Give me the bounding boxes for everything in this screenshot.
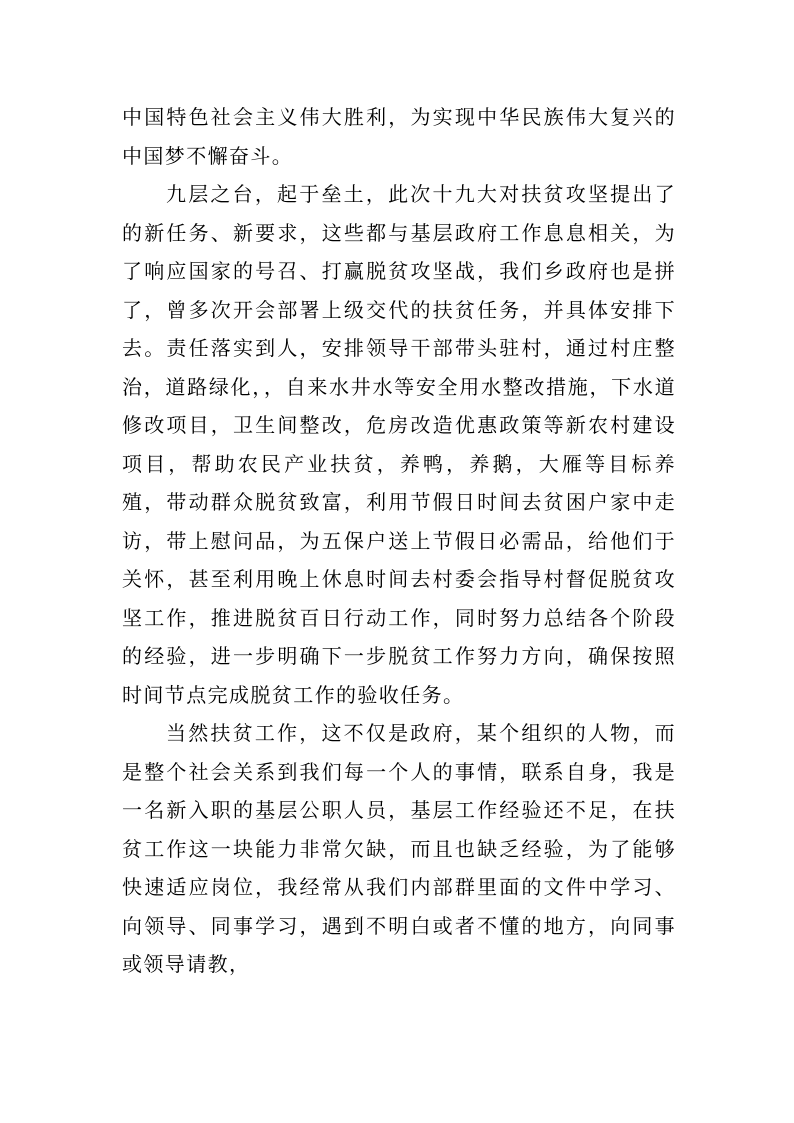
paragraph-continuation: 中国特色社会主义伟大胜利，为实现中华民族伟大复兴的中国梦不懈奋斗。 bbox=[122, 105, 676, 168]
paragraph-personal-reflection: 当然扶贫工作，这不仅是政府，某个组织的人物，而是整个社会关系到我们每一个人的事情，联系自身，我是一名新入职的基层公职人员，基层工作经验还不足，在扶贫工作这一块能力非常欠缺，而且也缺乏经验，为了能够快速适应岗位，我经常从我们内部群里面的文件中学习、向领导、同事学习，遇到不明白或者不懂的地方，向同事或领导请教， bbox=[122, 721, 676, 976]
paragraph-poverty-work: 九层之台，起于垒土，此次十九大对扶贫攻坚提出了的新任务、新要求，这些都与基层政府工作息息相关，为了响应国家的号召、打赢脱贫攻坚战，我们乡政府也是拼了，曾多次开会部署上级交代的扶贫任务，并具体安排下去。责任落实到人，安排领导干部带头驻村，通过村庄整治，道路绿化，，自来水井水等安全用水整改措施，下水道修改项目，卫生间整改，危房改造优惠政策等新农村建设项目，帮助农民产业扶贫，养鸭，养鹅，大雁等目标养殖，带动群众脱贫致富，利用节假日时间去贫困户家中走访，带上慰问品，为五保户送上节假日必需品，给他们于关怀，甚至利用晚上休息时间去村委会指导村督促脱贫攻坚工作，推进脱贫百日行动工作，同时努力总结各个阶段的经验，进一步明确下一步脱贫工作努力方向，确保按照时间节点完成脱贫工作的验收任务。 bbox=[122, 182, 676, 707]
document-body bbox=[122, 98, 676, 984]
